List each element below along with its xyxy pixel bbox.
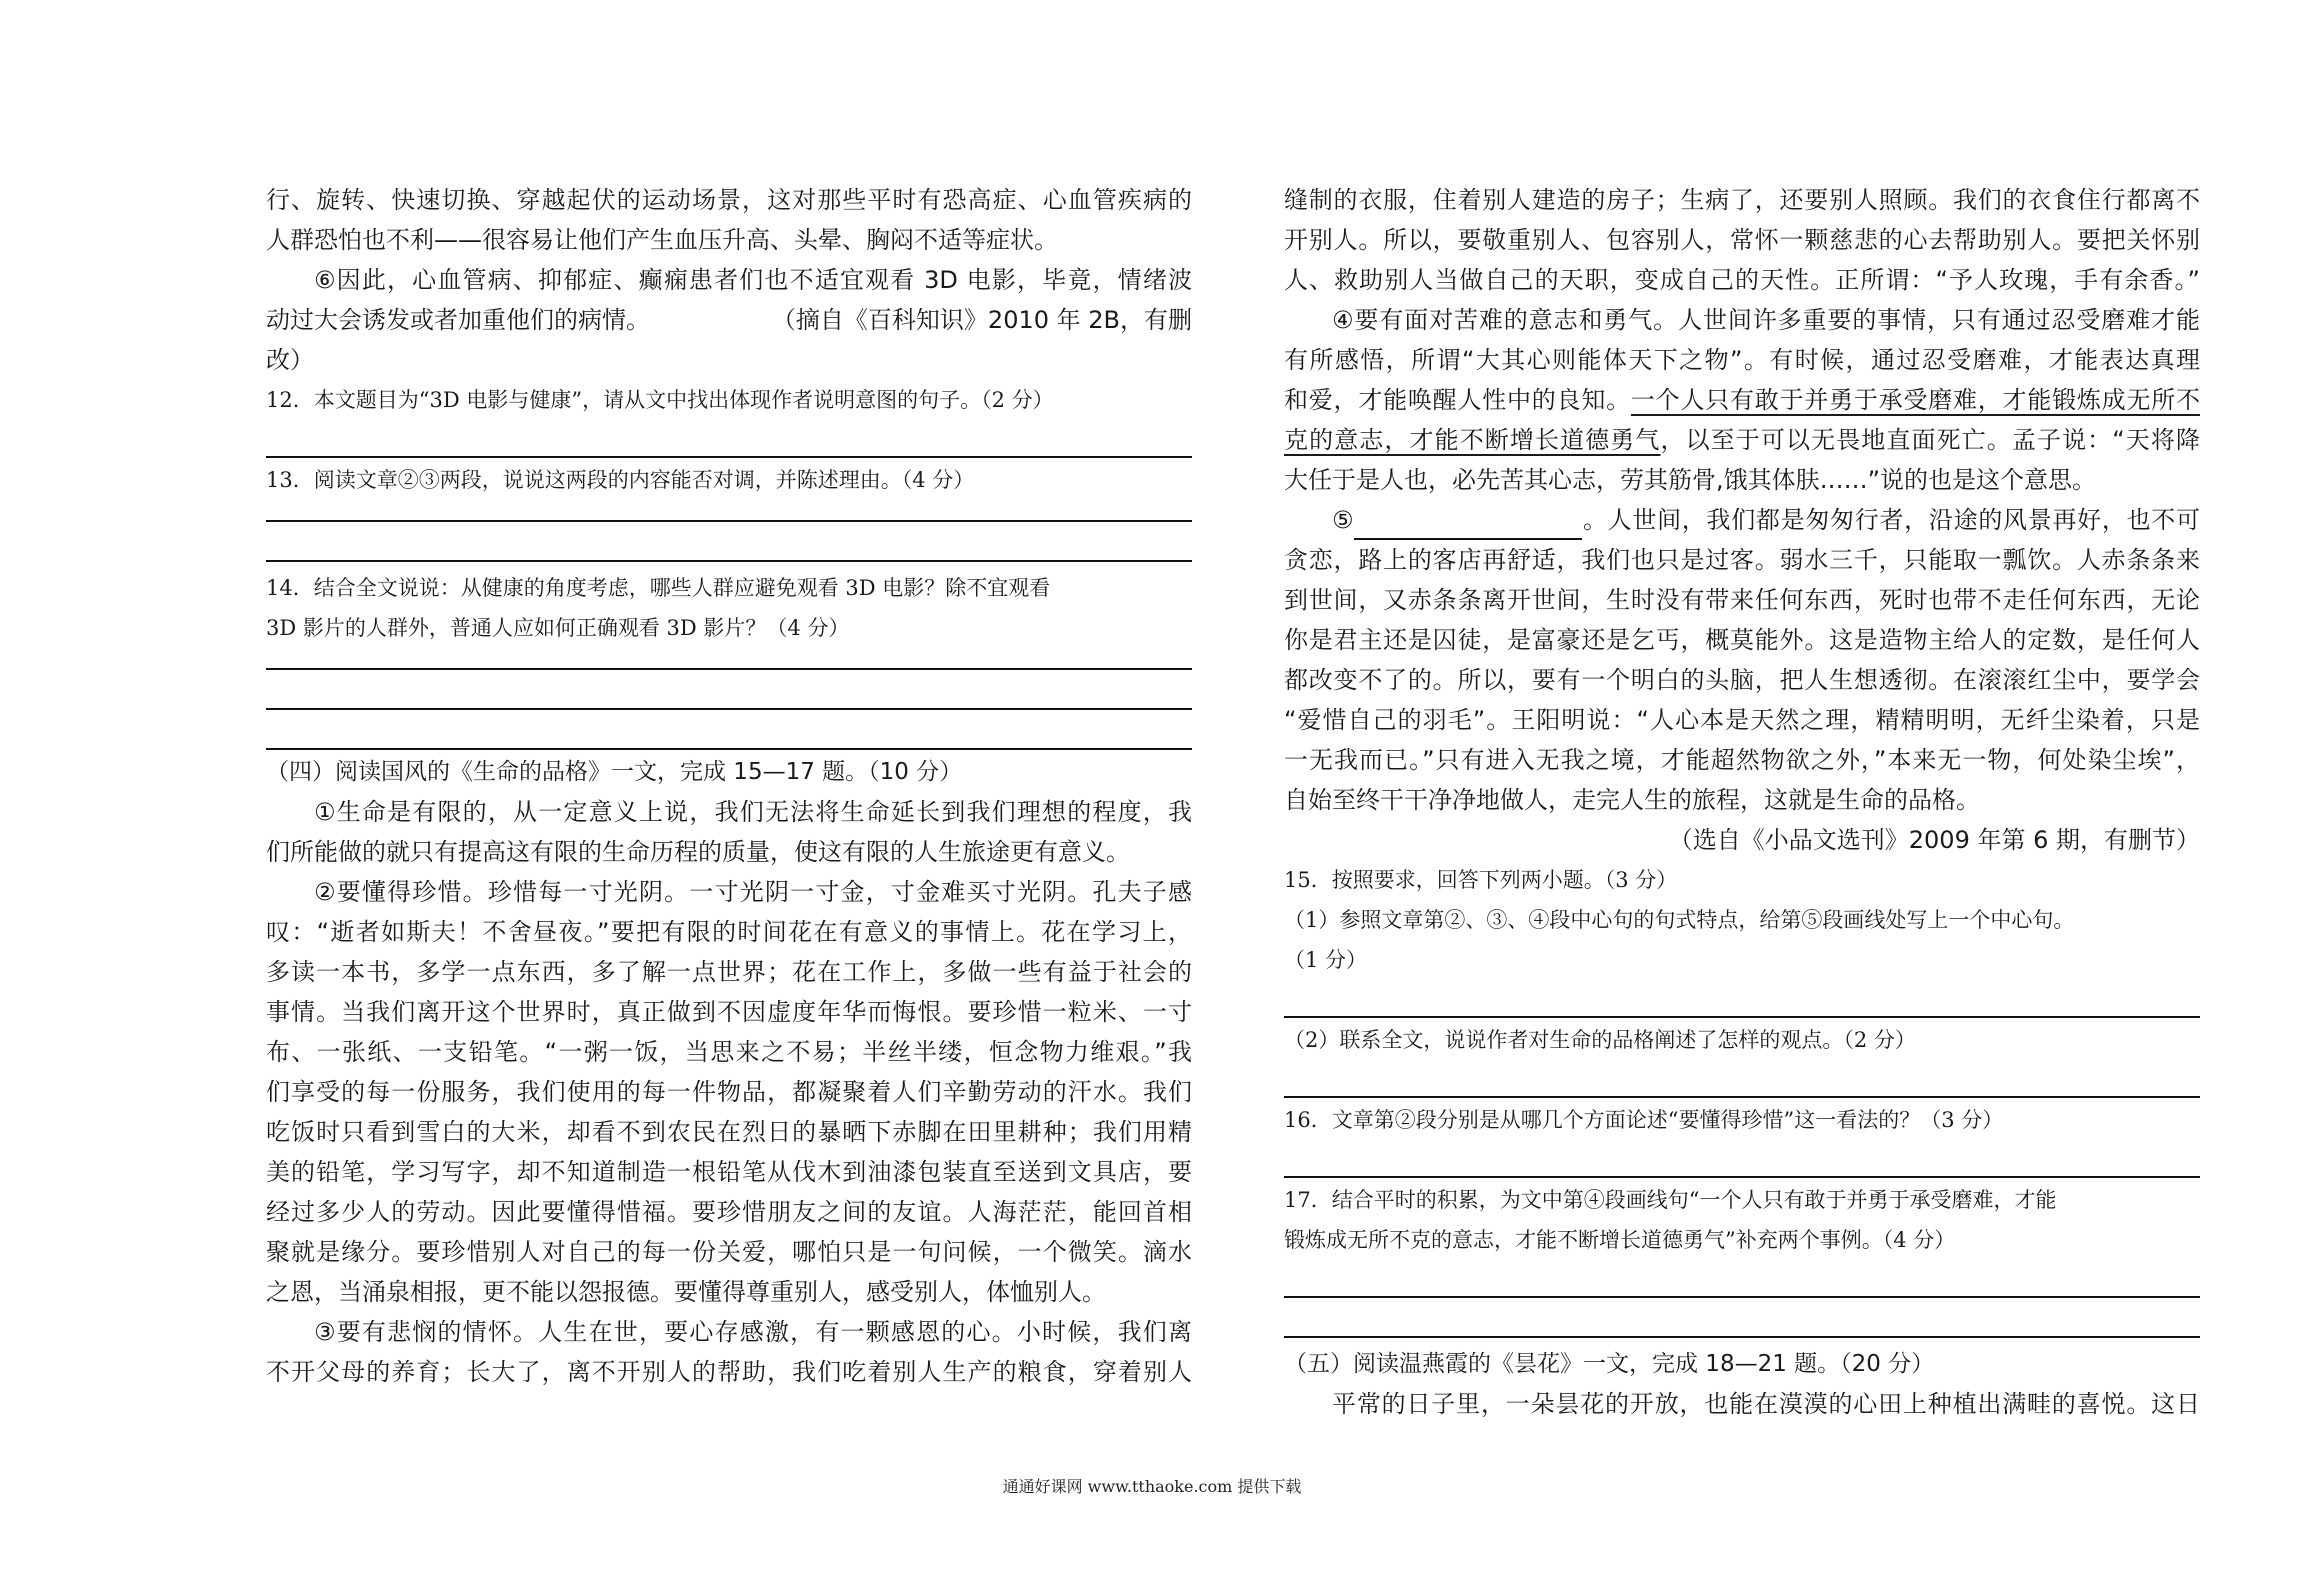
fill-in-blank[interactable] bbox=[1354, 512, 1582, 540]
text-line: ③要有悲悯的情怀。人生在世，要心存感激，有一颗感恩的心。小时候，我们离 bbox=[314, 1318, 1192, 1346]
paragraph-marker: ⑤ bbox=[1332, 506, 1355, 534]
left-column bbox=[266, 180, 1192, 1392]
text-line: 缝制的衣服，住着别人建造的房子；生病了，还要别人照顾。我们的衣食住行都离不 bbox=[1284, 186, 2200, 214]
text-line: 吃饭时只看到雪白的大米，却看不到农民在烈日的暴晒下赤脚在田里耕种；我们用精 bbox=[266, 1118, 1192, 1146]
question-14: 14．结合全文说说：从健康的角度考虑，哪些人群应避免观看 3D 电影？除不宜观看 bbox=[266, 576, 1051, 600]
question-14-cont: 3D 影片的人群外，普通人应如何正确观看 3D 影片？（4 分） bbox=[266, 616, 850, 640]
answer-line[interactable] bbox=[266, 672, 1192, 710]
text-line: 之恩，当涌泉相报，更不能以怨报德。要懂得尊重别人，感受别人，体恤别人。 bbox=[266, 1278, 1106, 1306]
question-15-1-cont: （1 分） bbox=[1284, 948, 1368, 972]
section-5-title: （五）阅读温燕霞的《昙花》一文，完成 18—21 题。（20 分） bbox=[1284, 1351, 1935, 1377]
text-fragment: 动过大会诱发或者加重他们的病情。 bbox=[266, 306, 650, 334]
text-line: 行、旋转、快速切换、穿越起伏的运动场景，这对那些平时有恐高症、心血管疾病的 bbox=[266, 186, 1192, 214]
source-note: （选自《小品文选刊》2009 年第 6 期，有删节） bbox=[1668, 826, 2200, 854]
text-line: 到世间，又赤条条离开世间，生时没有带来任何东西，死时也带不走任何东西，无论 bbox=[1284, 586, 2200, 614]
text-line: 事情。当我们离开这个世界时，真正做到不因虚度年华而悔恨。要珍惜一粒米、一寸 bbox=[266, 998, 1192, 1026]
text-line: 们享受的每一份服务，我们使用的每一件物品，都凝聚着人们辛勤劳动的汗水。我们 bbox=[266, 1078, 1192, 1106]
text-line: 你是君主还是囚徒，是富豪还是乞丐，概莫能外。这是造物主给人的定数，是任何人 bbox=[1284, 626, 2200, 654]
answer-line[interactable] bbox=[1284, 980, 2200, 1018]
section-4-title: （四）阅读国风的《生命的品格》一文，完成 15—17 题。（10 分） bbox=[266, 759, 963, 785]
answer-line[interactable] bbox=[266, 420, 1192, 458]
text-line: ④要有面对苦难的意志和勇气。人世间许多重要的事情，只有通过忍受磨难才能 bbox=[1332, 306, 2200, 334]
answer-line[interactable] bbox=[1284, 1060, 2200, 1098]
text-line: 经过多少人的劳动。因此要懂得惜福。要珍惜朋友之间的友谊。人海茫茫，能回首相 bbox=[266, 1198, 1192, 1226]
text-line bbox=[1284, 500, 2200, 540]
text-line: ①生命是有限的，从一定意义上说，我们无法将生命延长到我们理想的程度，我 bbox=[314, 798, 1192, 826]
source-note: （摘自《百科知识》2010 年 2B，有删 bbox=[771, 306, 1192, 334]
answer-line[interactable] bbox=[266, 500, 1192, 522]
question-15: 15．按照要求，回答下列两小题。（3 分） bbox=[1284, 868, 1678, 892]
question-17-cont: 锻炼成无所不克的意志，才能不断增长道德勇气”补充两个事例。（4 分） bbox=[1284, 1228, 1956, 1252]
text-line: ②要懂得珍惜。珍惜每一寸光阴。一寸光阴一寸金，寸金难买寸光阴。孔夫子感 bbox=[314, 878, 1192, 906]
text-line: 一无我而已。”只有进入无我之境，才能超然物欲之外，”本来无一物，何处染尘埃”， bbox=[1284, 746, 2200, 774]
question-17: 17．结合平时的积累，为文中第④段画线句“一个人只有敢于并勇于承受磨难，才能 bbox=[1284, 1188, 2057, 1212]
question-15-1: （1）参照文章第②、③、④段中心句的句式特点，给第⑤段画线处写上一个中心句。 bbox=[1284, 908, 2075, 932]
text-line: 大任于是人也，必先苦其心志，劳其筋骨,饿其体肤……”说的也是这个意思。 bbox=[1284, 466, 2097, 494]
text-line: 多读一本书，多学一点东西，多了解一点世界；花在工作上，多做一些有益于社会的 bbox=[266, 958, 1192, 986]
answer-line[interactable] bbox=[1284, 1260, 2200, 1298]
text-line: 自始至终干干净净地做人，走完人生的旅程，这就是生命的品格。 bbox=[1284, 786, 1980, 814]
question-16: 16．文章第②段分别是从哪几个方面论述“要懂得珍惜”这一看法的？（3 分） bbox=[1284, 1108, 2004, 1132]
text-line bbox=[266, 300, 1192, 340]
text-line: 平常的日子里，一朵昙花的开放，也能在漠漠的心田上种植出满畦的喜悦。这日 bbox=[1332, 1390, 2200, 1418]
question-12: 12．本文题目为“3D 电影与健康”，请从文中找出体现作者说明意图的句子。（2 分） bbox=[266, 388, 1054, 412]
underlined-sentence: 克的意志，才能不断增长道德勇气 bbox=[1284, 426, 1661, 454]
answer-line[interactable] bbox=[1284, 1300, 2200, 1338]
text-line: 们所能做的就只有提高这有限的生命历程的质量，使这有限的人生旅途更有意义。 bbox=[266, 838, 1130, 866]
text-fragment: 和爱，才能唤醒人性中的良知。 bbox=[1284, 386, 1631, 414]
text-line: 不开父母的养育；长大了，离不开别人的帮助，我们吃着别人生产的粮食，穿着别人 bbox=[266, 1358, 1192, 1386]
text-line: 改） bbox=[266, 346, 314, 374]
text-line: 开别人。所以，要敬重别人、包容别人，常怀一颗慈悲的心去帮助别人。要把关怀别 bbox=[1284, 226, 2200, 254]
question-15-2: （2）联系全文，说说作者对生命的品格阐述了怎样的观点。（2 分） bbox=[1284, 1028, 1916, 1052]
text-line: ⑥因此，心血管病、抑郁症、癫痫患者们也不适宜观看 3D 电影，毕竟，情绪波 bbox=[314, 266, 1192, 294]
text-fragment: 。人世间，我们都是匆匆行者，沿途的风景再好，也不可 bbox=[1582, 506, 2201, 534]
text-line: 人群恐怕也不利——很容易让他们产生血压升高、头晕、胸闷不适等症状。 bbox=[266, 226, 1058, 254]
text-fragment: ，以至于可以无畏地直面死亡。孟子说：“天将降 bbox=[1660, 426, 2200, 454]
question-13: 13．阅读文章②③两段，说说这两段的内容能否对调，并陈述理由。（4 分） bbox=[266, 468, 975, 492]
text-line bbox=[1284, 380, 2200, 420]
answer-line[interactable] bbox=[266, 648, 1192, 670]
text-line: 人、救助别人当做自己的天职，变成自己的天性。正所谓：“予人玫瑰，手有余香。” bbox=[1284, 266, 2200, 294]
text-line: 贪恋，路上的客店再舒适，我们也只是过客。弱水三千，只能取一瓢饮。人赤条条来 bbox=[1284, 546, 2200, 574]
text-line: “爱惜自己的羽毛”。王阳明说：“人心本是天然之理，精精明明，无纤尘染着，只是 bbox=[1284, 706, 2200, 734]
text-line bbox=[1284, 420, 2200, 460]
answer-line[interactable] bbox=[1284, 1140, 2200, 1178]
underlined-sentence: 一个人只有敢于并勇于承受磨难，才能锻炼成无所不 bbox=[1630, 386, 2201, 414]
text-line: 叹：“逝者如斯夫！不舍昼夜。”要把有限的时间花在有意义的事情上。花在学习上， bbox=[266, 918, 1192, 946]
text-line: 布、一张纸、一支铅笔。“一粥一饭，当思来之不易；半丝半缕，恒念物力维艰。”我 bbox=[266, 1038, 1192, 1066]
text-line: 美的铅笔，学习写字，却不知道制造一根铅笔从伐木到油漆包装直至送到文具店，要 bbox=[266, 1158, 1192, 1186]
text-line: 有所感悟，所谓“大其心则能体天下之物”。有时候，通过忍受磨难，才能表达真理 bbox=[1284, 346, 2200, 374]
text-line: 聚就是缘分。要珍惜别人对自己的每一份关爱，哪怕只是一句问候，一个微笑。滴水 bbox=[266, 1238, 1192, 1266]
page-footer: 通通好课网 www.tthaoke.com 提供下载 bbox=[1002, 1477, 1302, 1496]
answer-line[interactable] bbox=[266, 524, 1192, 562]
text-line: 都改变不了的。所以，要有一个明白的头脑，把人生想透彻。在滚滚红尘中，要学会 bbox=[1284, 666, 2200, 694]
right-column bbox=[1284, 180, 2200, 1424]
answer-line[interactable] bbox=[266, 712, 1192, 750]
